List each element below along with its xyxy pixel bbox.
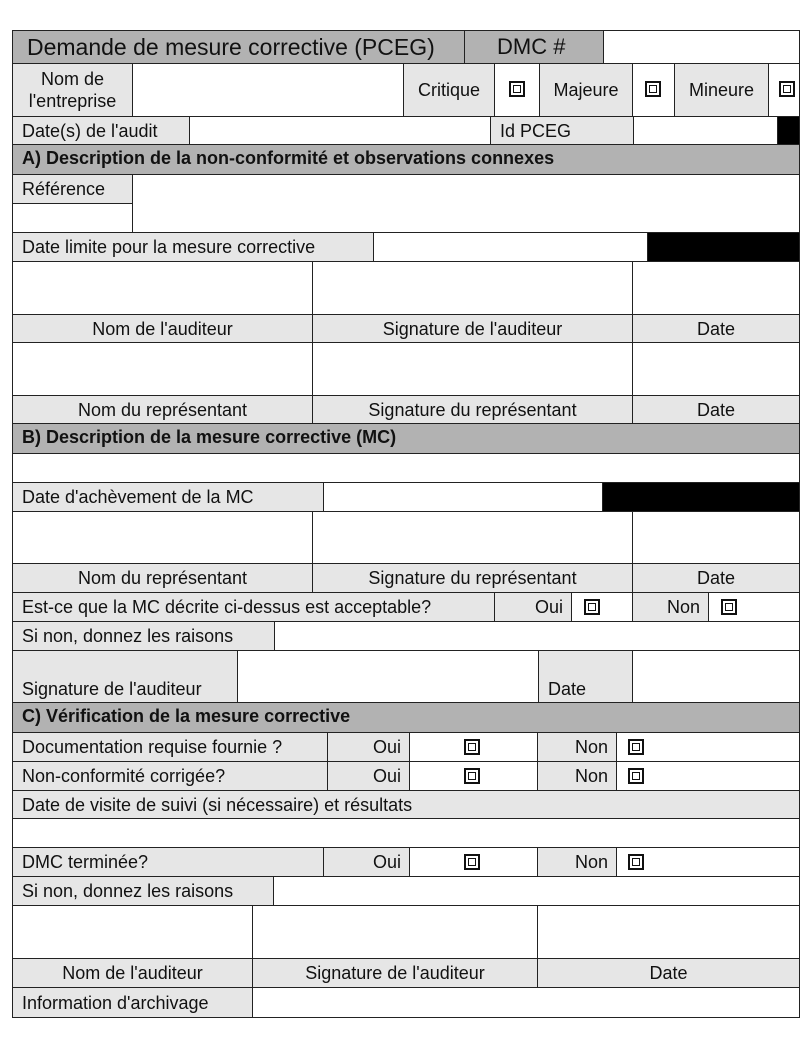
oui-cell [409, 761, 538, 791]
auditor-signature-field[interactable] [312, 261, 633, 315]
completion-date-field[interactable] [323, 482, 603, 512]
auditor-signature-field[interactable] [237, 650, 539, 703]
form-title: Demande de mesure corrective (PCEG) [12, 30, 465, 64]
majeure-label: Majeure [539, 63, 633, 117]
section-a-header: A) Description de la non-conformité et observations connexes [12, 144, 800, 175]
dmc-done-oui-checkbox[interactable] [464, 854, 480, 870]
company-name-label: Nom de l'entreprise [12, 63, 133, 117]
audit-dates-label: Date(s) de l'audit [12, 116, 190, 145]
rep-signature-field[interactable] [312, 342, 633, 396]
non-cell [616, 847, 800, 877]
mineure-label: Mineure [674, 63, 769, 117]
archive-label: Information d'archivage [12, 987, 253, 1018]
dmc-done-non-checkbox[interactable] [628, 854, 644, 870]
corrected-oui-checkbox[interactable] [464, 768, 480, 784]
reasons-label: Si non, donnez les raisons [12, 621, 275, 651]
dmc-number-field[interactable] [603, 30, 800, 64]
majeure-cell [632, 63, 675, 117]
dmc-label: DMC # [464, 30, 604, 64]
acceptable-non-checkbox[interactable] [721, 599, 737, 615]
oui-cell [571, 592, 633, 622]
acceptable-question: Est-ce que la MC décrite ci-dessus est acceptable? [12, 592, 495, 622]
non-label: Non [537, 761, 617, 791]
reference-label: Référence [12, 174, 133, 204]
section-c-header: C) Vérification de la mesure corrective [12, 702, 800, 733]
rep-name-field[interactable] [12, 342, 313, 396]
mineure-cell [768, 63, 800, 117]
date-label: Date [632, 314, 800, 343]
auditor-date-field[interactable] [537, 905, 800, 959]
majeure-checkbox[interactable] [645, 81, 661, 97]
date-label: Date [632, 563, 800, 593]
corrected-non-checkbox[interactable] [628, 768, 644, 784]
archive-field[interactable] [252, 987, 800, 1018]
oui-label: Oui [494, 592, 572, 622]
auditor-name-field[interactable] [12, 261, 313, 315]
corrective-measure-description-field[interactable] [12, 453, 800, 483]
documentation-non-checkbox[interactable] [628, 739, 644, 755]
critique-checkbox[interactable] [509, 81, 525, 97]
rep-name-label: Nom du représentant [12, 395, 313, 424]
deadline-field[interactable] [373, 232, 648, 262]
auditor-signature-label: Signature de l'auditeur [12, 650, 238, 703]
oui-cell [409, 732, 538, 762]
critique-label: Critique [403, 63, 495, 117]
reasons-field[interactable] [273, 876, 800, 906]
auditor-signature-label: Signature de l'auditeur [252, 958, 538, 988]
auditor-name-label: Nom de l'auditeur [12, 958, 253, 988]
id-pceg-field[interactable] [633, 116, 778, 145]
non-cell [616, 732, 800, 762]
critique-cell [494, 63, 540, 117]
documentation-oui-checkbox[interactable] [464, 739, 480, 755]
rep-signature-label: Signature du représentant [312, 395, 633, 424]
oui-label: Oui [327, 732, 410, 762]
reference-field[interactable] [12, 203, 133, 233]
blackout-block [602, 482, 800, 512]
non-cell [708, 592, 800, 622]
rep-date-field[interactable] [632, 342, 800, 396]
id-pceg-label: Id PCEG [490, 116, 634, 145]
deadline-label: Date limite pour la mesure corrective [12, 232, 374, 262]
mineure-checkbox[interactable] [779, 81, 795, 97]
completion-date-label: Date d'achèvement de la MC [12, 482, 324, 512]
blackout-block [647, 232, 800, 262]
blackout-block [777, 116, 800, 145]
section-b-header: B) Description de la mesure corrective (MC) [12, 423, 800, 454]
reasons-label: Si non, donnez les raisons [12, 876, 274, 906]
auditor-name-label: Nom de l'auditeur [12, 314, 313, 343]
rep-name-field[interactable] [12, 511, 313, 564]
date-label: Date [538, 650, 633, 703]
date-label: Date [632, 395, 800, 424]
audit-dates-field[interactable] [189, 116, 491, 145]
followup-label: Date de visite de suivi (si nécessaire) et résultats [12, 790, 800, 819]
oui-cell [409, 847, 538, 877]
oui-label: Oui [323, 847, 410, 877]
reasons-field[interactable] [274, 621, 800, 651]
company-name-field[interactable] [132, 63, 404, 117]
non-label: Non [537, 732, 617, 762]
non-cell [616, 761, 800, 791]
auditor-date-field[interactable] [632, 261, 800, 315]
non-label: Non [537, 847, 617, 877]
nonconformity-description-field[interactable] [132, 174, 800, 233]
rep-signature-field[interactable] [312, 511, 633, 564]
rep-name-label: Nom du représentant [12, 563, 313, 593]
auditor-signature-label: Signature de l'auditeur [312, 314, 633, 343]
rep-signature-label: Signature du représentant [312, 563, 633, 593]
auditor-signature-field[interactable] [252, 905, 538, 959]
auditor-date-field[interactable] [632, 650, 800, 703]
non-label: Non [632, 592, 709, 622]
rep-date-field[interactable] [632, 511, 800, 564]
acceptable-oui-checkbox[interactable] [584, 599, 600, 615]
dmc-done-question: DMC terminée? [12, 847, 324, 877]
auditor-name-field[interactable] [12, 905, 253, 959]
followup-field[interactable] [12, 818, 800, 848]
date-label: Date [537, 958, 800, 988]
nonconformity-corrected-question: Non-conformité corrigée? [12, 761, 328, 791]
documentation-question: Documentation requise fournie ? [12, 732, 328, 762]
oui-label: Oui [327, 761, 410, 791]
